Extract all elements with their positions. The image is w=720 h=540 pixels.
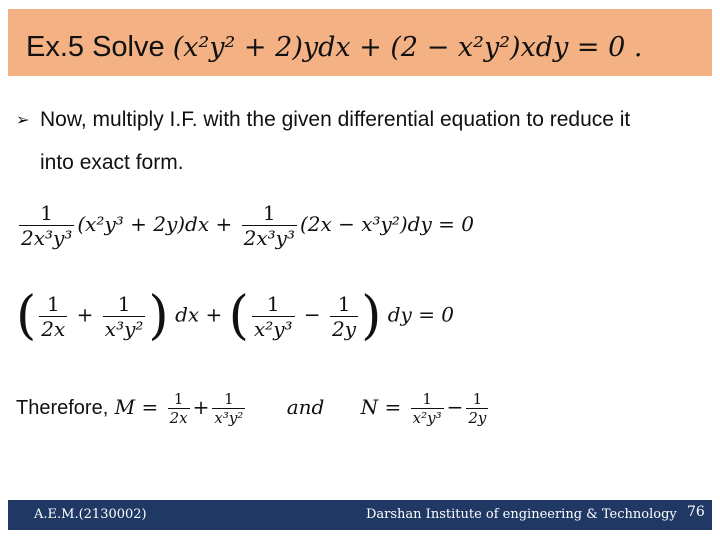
eq2-fraction-d [330,292,358,341]
fraction-numerator: 1 [117,291,131,316]
fraction-denominator: x²y³ [253,316,293,341]
title-equation: (x²y² + 2)ydx + (2 − x²y²)xdy = 0 . [172,32,643,63]
fraction-denominator: 2x [41,316,66,341]
fraction-denominator: x³y² [104,316,144,341]
bullet-text-line1: Now, multiply I.F. with the given differential equation to reduce it [40,108,631,131]
fraction-denominator: 2x³y³ [21,226,73,250]
n-label: N = [360,395,402,419]
fraction-denominator: x³y² [214,409,244,427]
fraction-numerator: 1 [472,390,483,408]
eq1-term-2: (2x − x³y²)dy = 0 [299,212,474,236]
n-fraction-1 [411,390,444,427]
eq1-term-1: (x²y³ + 2y)dx + [77,212,233,236]
fraction-numerator: 1 [40,201,54,225]
page-number: 76 [687,504,705,520]
fraction-denominator: x²y³ [412,409,442,427]
m-fraction-2 [212,390,245,427]
eq2-fraction-a [39,292,67,341]
fraction-denominator: 2y [468,409,487,427]
slide-title [26,31,642,64]
fraction-denominator: 2y [332,316,357,341]
title-bar [8,9,712,76]
title-prefix: Ex.5 Solve [26,31,173,63]
therefore-label: Therefore, [16,397,109,419]
eq2-dx: dx + [175,302,223,327]
right-paren: ) [148,286,169,346]
fraction-numerator: 1 [422,390,432,408]
eq2-dy: dy = 0 [387,302,455,327]
fraction-numerator: 1 [46,291,60,316]
m-label: M = [114,395,159,419]
fraction-numerator: 1 [173,390,184,408]
equation-1 [16,201,474,250]
eq1-fraction-2 [242,201,297,250]
equation-3: Therefore, M = $\frac{1}{2x}$ + $\frac{1}{\text{x³y²}}$ and N = $\frac{1}{\text{x²y³}}$ − $\frac{1}{2y}$ [16,390,487,427]
right-paren: ) [361,286,382,346]
and-word: and [286,395,325,419]
fraction-numerator: 1 [337,291,351,316]
fraction-numerator: 1 [224,390,234,408]
n-fraction-2 [466,390,488,427]
left-paren: ( [16,286,37,346]
eq2-fraction-c [252,292,295,341]
footer-bar [8,500,712,530]
left-paren: ( [228,286,249,346]
fraction-numerator: 1 [262,201,276,225]
bullet-text-line2: into exact form. [40,151,184,174]
fraction-denominator: 2x³y³ [243,226,295,250]
eq2-fraction-b [103,292,146,341]
arrow-bullet-icon: ➢ [16,110,30,129]
equation-2: ( $\frac{1}{2x}$ + $\frac{1}{\text{x³y²}}$ ) dx + ( $\frac{1}{\text{x²y³}}$ − $\frac{1}{2y}$ ) dy = 0 [16,286,455,346]
eq1-fraction-1 [19,201,74,250]
m-fraction-1 [168,390,190,427]
fraction-numerator: 1 [266,291,280,316]
footer-course-code: A.E.M.(2130002) [34,507,147,522]
fraction-denominator: 2x [169,409,188,427]
footer-institute: Darshan Institute of engineering & Technology [366,507,677,522]
